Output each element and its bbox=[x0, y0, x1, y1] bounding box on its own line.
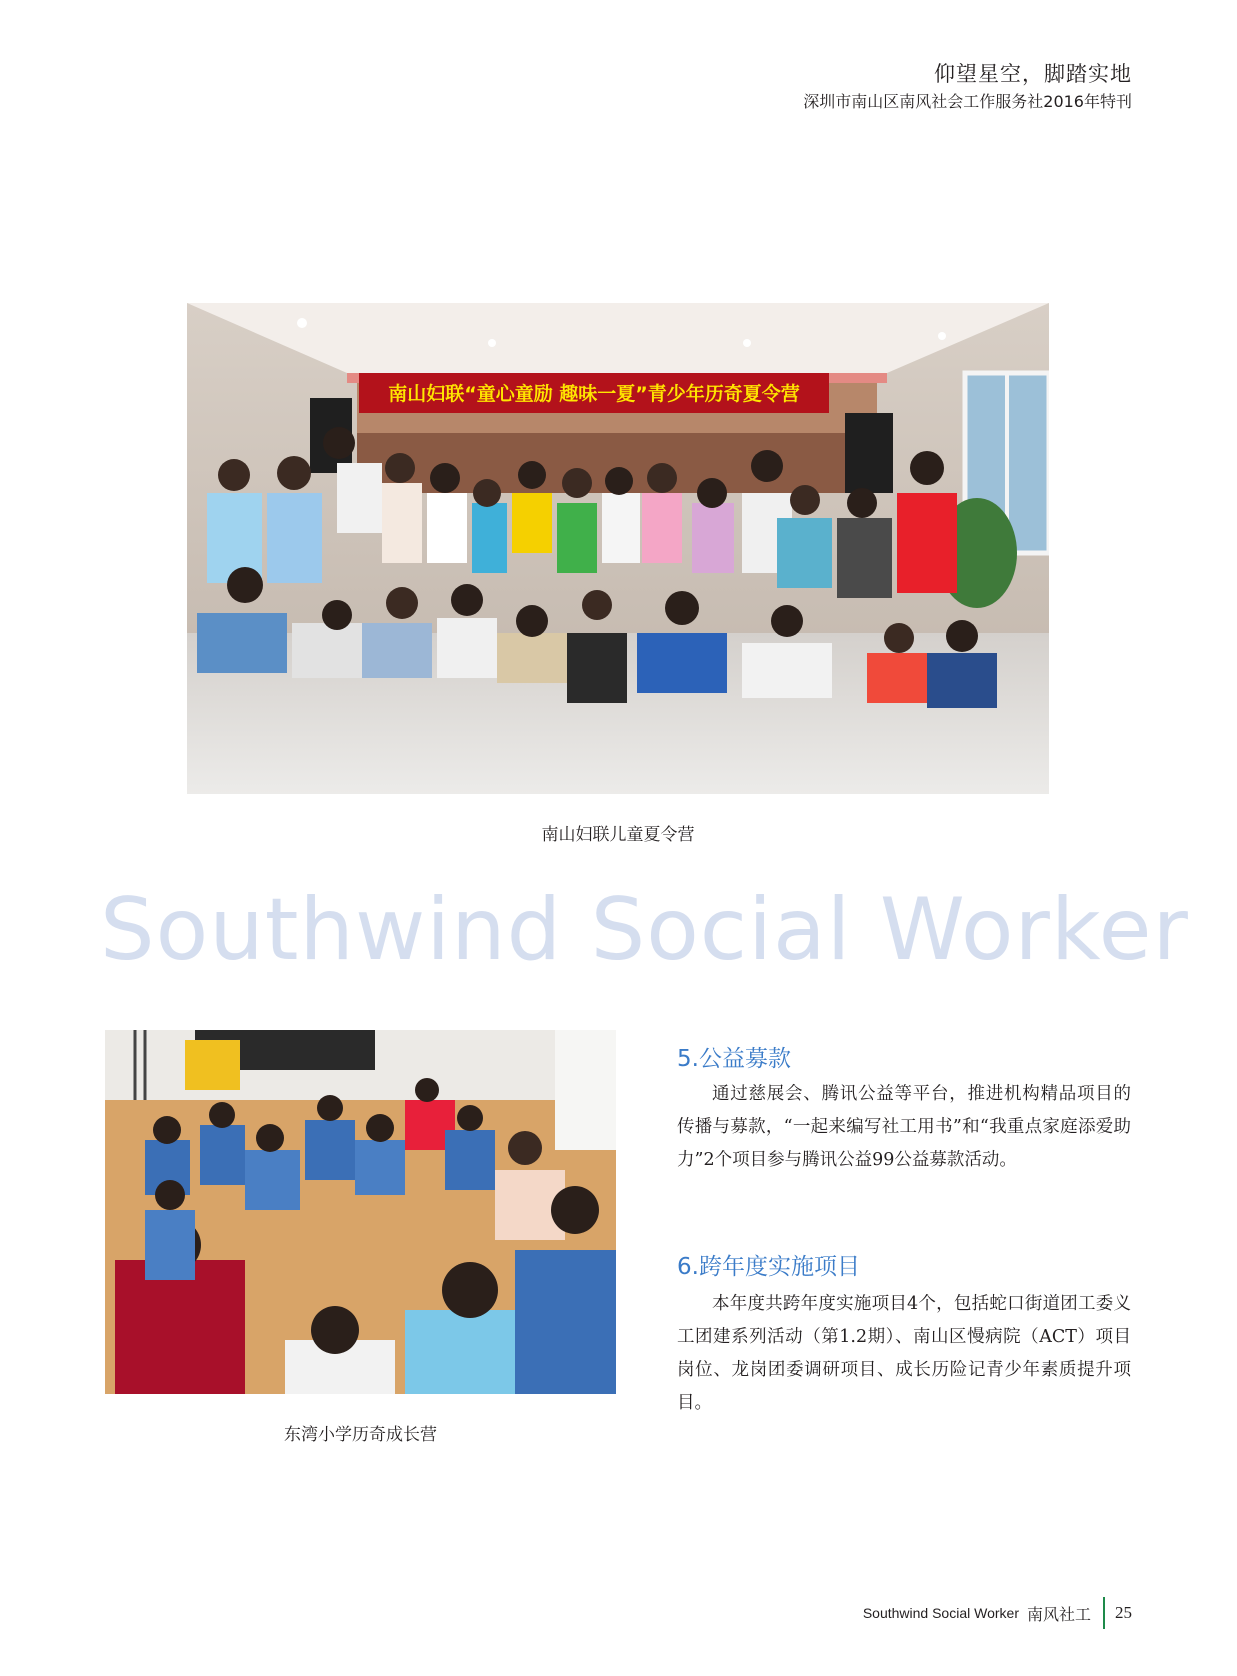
summer-camp-photo-caption: 南山妇联儿童夏令营 bbox=[541, 825, 695, 845]
section-heading-fundraising: 5.公益募款 bbox=[677, 1046, 791, 1072]
section-heading-cross-year-projects: 6.跨年度实施项目 bbox=[677, 1254, 860, 1280]
summer-camp-group-photo bbox=[187, 303, 1049, 794]
section-body-fundraising: 通过慈展会、腾讯公益等平台，推进机构精品项目的传播与募款，“一起来编写社工用书”和“我重点家庭添爱助力”2个项目参与腾讯公益99公益募款活动。 bbox=[677, 1084, 1131, 1170]
section-body-cross-year-projects: 本年度共跨年度实施项目4个，包括蛇口街道团工委义工团建系列活动（第1.2期）、南山区慢病院（ACT）项目岗位、龙岗团委调研项目、成长历险记青少年素质提升项目。 bbox=[677, 1294, 1131, 1413]
magazine-slogan: 仰望星空，脚踏实地 bbox=[934, 62, 1132, 86]
page-number: 25 bbox=[1115, 1603, 1132, 1622]
growth-camp-photo-caption: 东湾小学历奇成长营 bbox=[284, 1425, 437, 1445]
footer-english-title: Southwind Social Worker bbox=[862, 1605, 1019, 1621]
school-growth-camp-photo bbox=[105, 1030, 616, 1394]
summer-camp-photo-illustration bbox=[187, 303, 1049, 794]
camp-banner-text: 南山妇联“童心童励 趣味一夏”青少年历奇夏令营 bbox=[388, 383, 800, 405]
growth-camp-photo-illustration bbox=[105, 1030, 616, 1394]
english-watermark: Southwind Social Worker bbox=[100, 880, 1189, 980]
page-footer bbox=[863, 1598, 1132, 1628]
footer-divider bbox=[1103, 1597, 1105, 1629]
footer-chinese-title: 南风社工 bbox=[1026, 1604, 1091, 1624]
magazine-issue-title: 深圳市南山区南风社会工作服务社2016年特刊 bbox=[803, 92, 1132, 111]
